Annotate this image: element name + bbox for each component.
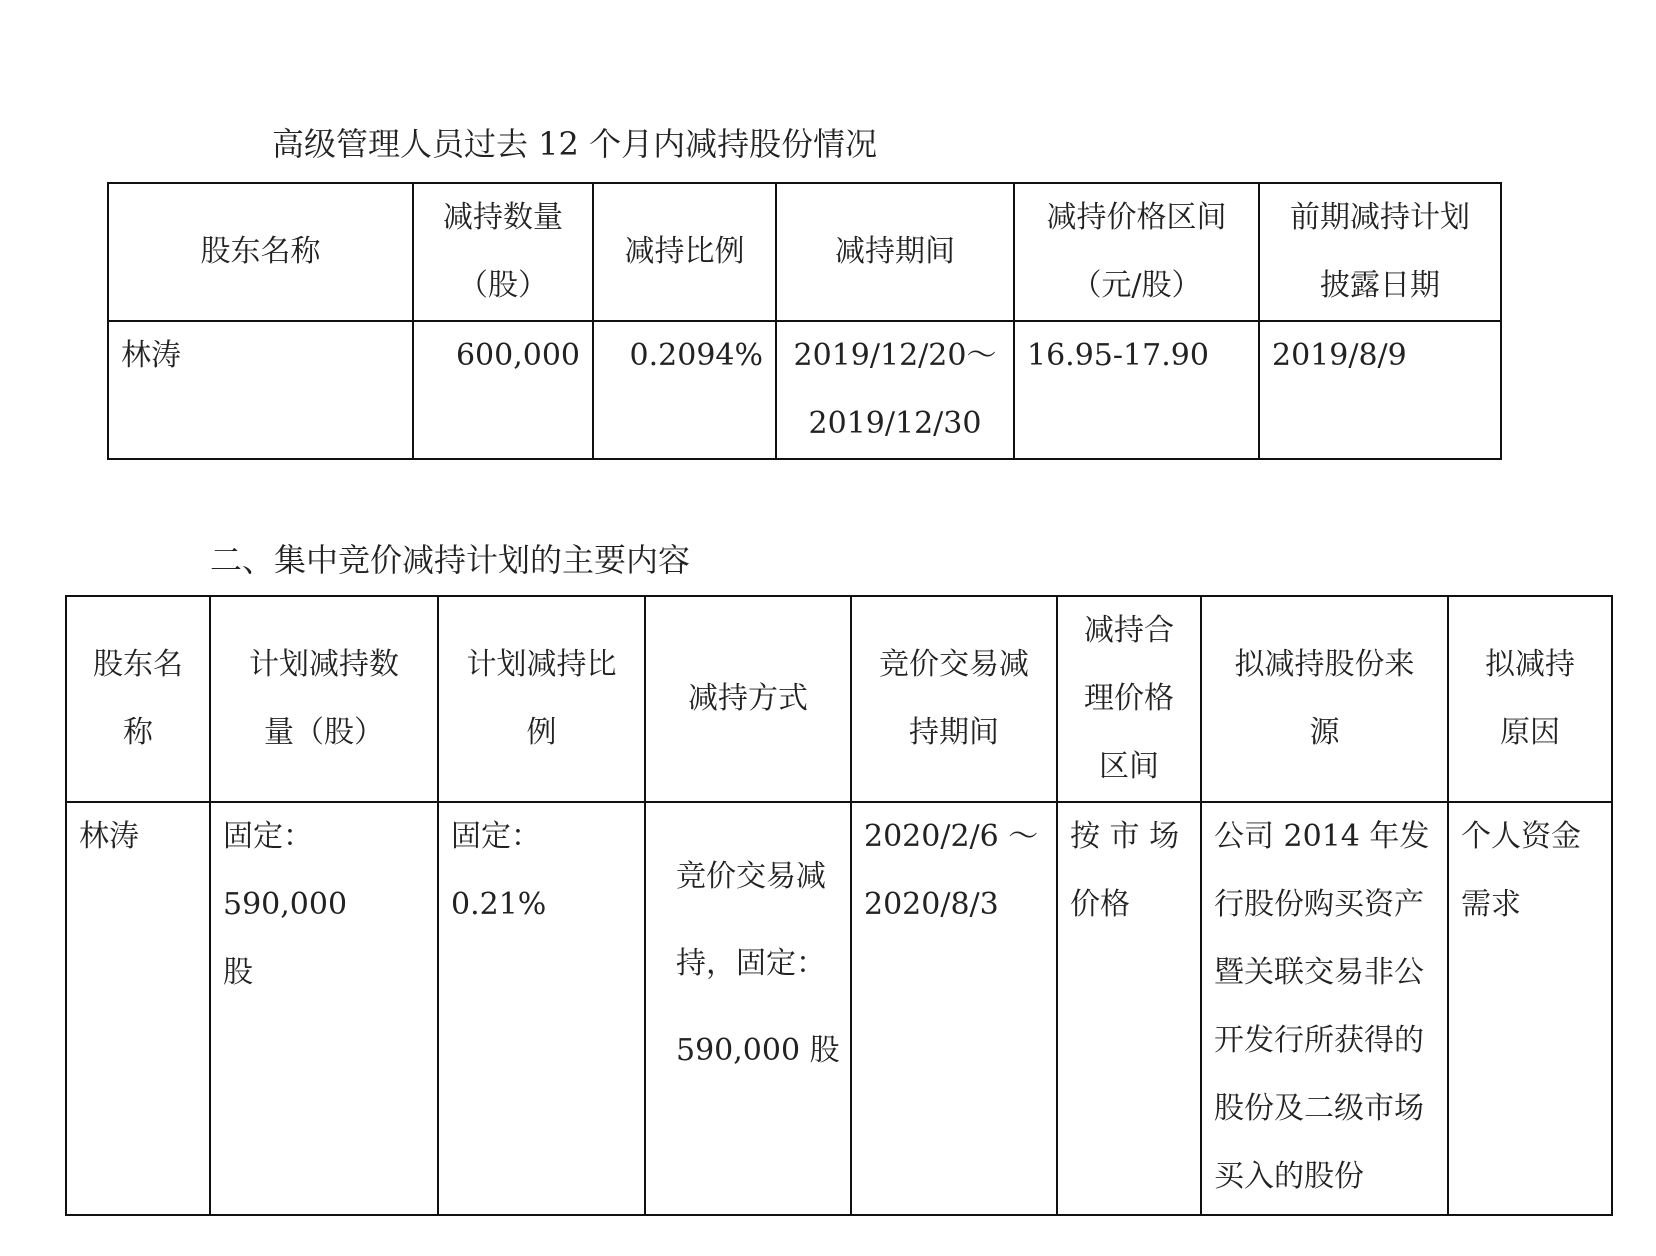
cell-disclosure-date: 2019/8/9 (1259, 321, 1501, 459)
reduction-plan-table (65, 595, 1613, 1216)
header-share-source: 拟减持股份来 源 (1201, 596, 1448, 802)
cell-share-source: 公司 2014 年发 行股份购买资产 暨关联交易非公 开发行所获得的 股份及二级市场 买入的股份 (1201, 802, 1448, 1215)
header-plan-quantity: 计划减持数 量（股） (210, 596, 438, 802)
cell-plan-quantity: 固定：590,000 股 (210, 802, 438, 1215)
section2-title: 二、集中竞价减持计划的主要内容 (210, 541, 691, 579)
cell-price-range: 按 市 场 价格 (1057, 802, 1201, 1215)
header-price-range: 减持价格区间 （元/股） (1014, 183, 1259, 321)
cell-plan-ratio: 固定：0.21% (438, 802, 645, 1215)
reduction-history-table (107, 182, 1502, 460)
cell-period: 2019/12/20～ 2019/12/30 (776, 321, 1014, 459)
header-shareholder-name: 股东名 称 (66, 596, 210, 802)
cell-name: 林涛 (66, 802, 210, 1215)
cell-reason: 个人资金 需求 (1448, 802, 1612, 1215)
cell-ratio: 0.2094% (593, 321, 776, 459)
header-quantity: 减持数量 （股） (413, 183, 593, 321)
cell-name: 林涛 (108, 321, 413, 459)
cell-quantity: 600,000 (413, 321, 593, 459)
header-method: 减持方式 (645, 596, 851, 802)
header-period: 减持期间 (776, 183, 1014, 321)
header-shareholder-name: 股东名称 (108, 183, 413, 321)
header-reason: 拟减持 原因 (1448, 596, 1612, 802)
cell-auction-period: 2020/2/6 ～ 2020/8/3 (851, 802, 1057, 1215)
header-price-range: 减持合 理价格 区间 (1057, 596, 1201, 802)
cell-price-range: 16.95-17.90 (1014, 321, 1259, 459)
header-ratio: 减持比例 (593, 183, 776, 321)
header-plan-ratio: 计划减持比 例 (438, 596, 645, 802)
header-disclosure-date: 前期减持计划 披露日期 (1259, 183, 1501, 321)
section1-title: 高级管理人员过去 12 个月内减持股份情况 (272, 125, 878, 163)
cell-method: 竞价交易减 持，固定： 590,000 股 (645, 802, 851, 1215)
header-auction-period: 竞价交易减 持期间 (851, 596, 1057, 802)
